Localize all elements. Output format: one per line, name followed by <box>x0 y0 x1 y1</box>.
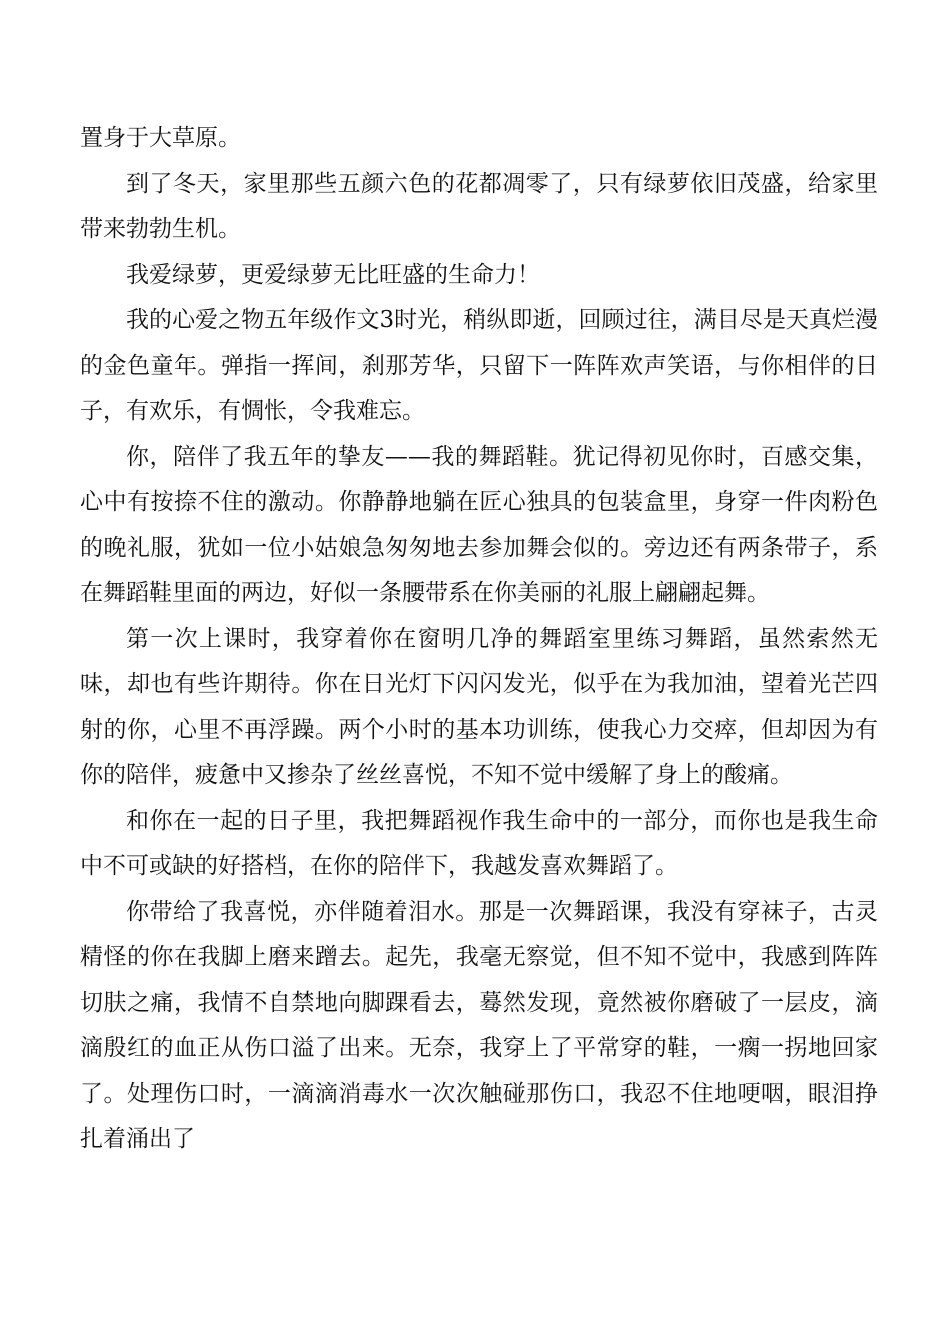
paragraph-continuation: 置身于大草原。 <box>80 125 241 151</box>
paragraph-first-class: 第一次上课时，我穿着你在窗明几净的舞蹈室里练习舞蹈，虽然索然无味，却也有些许期待。你在日光灯下闪闪发光，似乎在为我加油，望着光芒四射的你，心里不再浮躁。两个小时的基本功训练，使我心力交瘁，但却因为有你的陪伴，疲惫中又掺杂了丝丝喜悦，不知不觉中缓解了身上的酸痛。 <box>80 625 878 788</box>
paragraph-dance-shoes: 你，陪伴了我五年的挚友——我的舞蹈鞋。犹记得初见你时，百感交集，心中有按捺不住的激动。你静静地躺在匠心独具的包装盒里，身穿一件肉粉色的晚礼服，犹如一位小姑娘急匆匆地去参加舞会似的。旁边还有两条带子，系在舞蹈鞋里面的两边，好似一条腰带系在你美丽的礼服上翩翩起舞。 <box>80 443 878 606</box>
paragraph-tears: 你带给了我喜悦，亦伴随着泪水。那是一次舞蹈课，我没有穿袜子，古灵精怪的你在我脚上磨来蹭去。起先，我毫无察觉，但不知不觉中，我感到阵阵切肤之痛，我情不自禁地向脚踝看去，蓦然发现，竟然被你磨破了一层皮，滴滴殷红的血正从伤口溢了出来。无奈，我穿上了平常穿的鞋，一瘸一拐地回家了。处理伤口时，一滴滴消毒水一次次触碰那伤口，我忍不住地哽咽，眼泪挣扎着涌出了 <box>80 898 878 1152</box>
document-page <box>80 116 878 1163</box>
paragraph-love-pothos: 我爱绿萝，更爱绿萝无比旺盛的生命力！ <box>126 261 540 288</box>
paragraph-partner: 和你在一起的日子里，我把舞蹈视作我生命中的一部分，而你也是我生命中不可或缺的好搭档，在你的陪伴下，我越发喜欢舞蹈了。 <box>80 807 878 879</box>
paragraph-essay-intro: 我的心爱之物五年级作文3时光，稍纵即逝，回顾过往，满目尽是天真烂漫的金色童年。弹指一挥间，刹那芳华，只留下一阵阵欢声笑语，与你相伴的日子，有欢乐，有惆怅，令我难忘。 <box>80 307 878 424</box>
paragraph-winter: 到了冬天，家里那些五颜六色的花都凋零了，只有绿萝依旧茂盛，给家里带来勃勃生机。 <box>80 170 878 242</box>
